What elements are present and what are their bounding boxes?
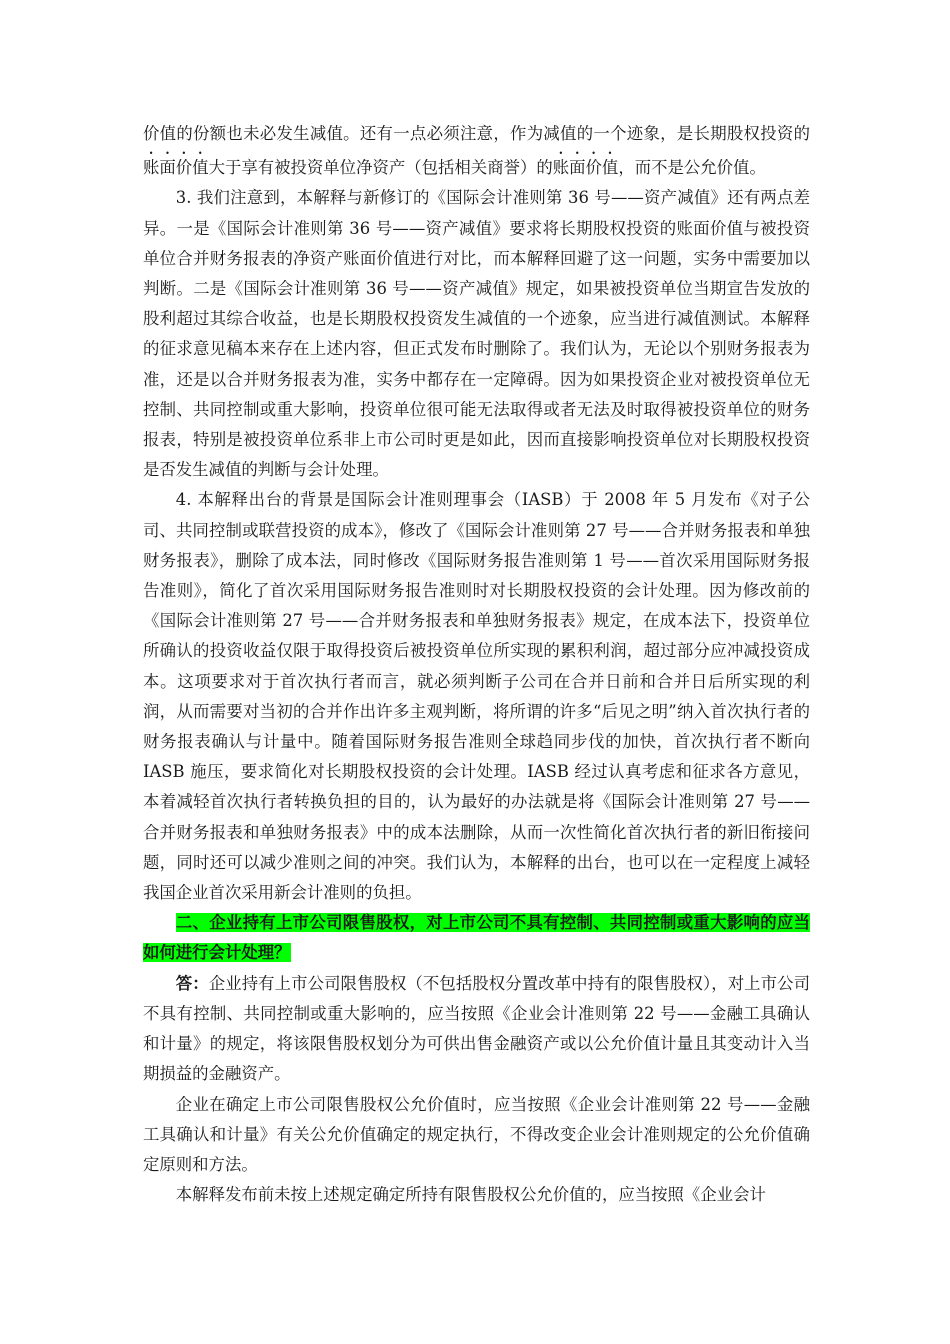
highlighted-heading-text: 二、企业持有上市公司限售股权，对上市公司不具有控制、共同控制或重大影响的应当如何进行会计处理？ bbox=[143, 913, 810, 963]
paragraph-point-3: 3. 我们注意到，本解释与新修订的《国际会计准则第 36 号——资产减值》还有两点差异。一是《国际会计准则第 36 号——资产减值》要求将长期股权投资的账面价值与被投资单位合并财务报表的净资产账面价值进行对比，而本解释回避了这一问题，实务中需要加以判断。二是《国际会计准则第 36 号——资产减值》规定，如果被投资单位当期宣告发放的股利超过其综合收益，也是长期股权投资发生减值的一个迹象，应当进行减值测试。本解释的征求意见稿本来存在上述内容，但正式发布时删除了。我们认为，无论以个别财务报表为准，还是以合并财务报表为准，实务中都存在一定障碍。因为如果投资企业对被投资单位无控制、共同控制或重大影响，投资单位很可能无法取得或者无法及时取得被投资单位的财务报表，特别是被投资单位系非上市公司时更是如此，因而直接影响投资单位对长期股权投资是否发生减值的判断与会计处理。 bbox=[143, 188, 810, 480]
paragraph-prior-treatment: 本解释发布前未按上述规定确定所持有限售股权公允价值的，应当按照《企业会计 bbox=[175, 1185, 766, 1205]
paragraph-fair-value: 企业在确定上市公司限售股权公允价值时，应当按照《企业会计准则第 22 号——金融工具确认和计量》有关公允价值确定的规定执行，不得改变企业会计准则规定的公允价值确定原则和方法。 bbox=[143, 1094, 810, 1174]
emphasized-text: 账面价值 bbox=[143, 158, 209, 178]
section-heading bbox=[143, 908, 810, 968]
text-run: 价值的份额也未必发生减值。还有一点必须注意，作为减值的一个迹象，是长期股权投资的 bbox=[143, 124, 810, 143]
text-run: ，而不是公允价值。 bbox=[618, 158, 766, 178]
text-run: 大于享有被投资单位净资产（包括相关商誉）的 bbox=[208, 158, 553, 178]
answer-text: 企业持有上市公司限售股权（不包括股权分置改革中持有的限售股权），对上市公司不具有控制、共同控制或重大影响的，应当按照《企业会计准则第 22 号——金融工具确认和计量》的规定，将该限售股权划分为可供出售金融资产或以公允价值计量且其变动计入当期损益的金融资产。 bbox=[143, 973, 810, 1084]
emphasized-text: 账面价值 bbox=[552, 158, 619, 178]
document-body bbox=[143, 119, 810, 1210]
paragraph-point-4: 4. 本解释出台的背景是国际会计准则理事会（IASB）于 2008 年 5 月发布《对子公司、共同控制或联营投资的成本》，修改了《国际会计准则第 27 号——合并财务报表和单独财务报表》，删除了成本法，同时修改《国际财务报告准则第 1 号——首次采用国际财务报告准则》，简化了首次采用国际财务报告准则时对长期股权投资的会计处理。因为修改前的《国际会计准则第 27 号——合并财务报表和单独财务报表》规定，在成本法下，投资单位所确认的投资收益仅限于取得投资后被投资单位所实现的累积利润，超过部分应冲减投资成本。这项要求对于首次执行者而言，就必须判断子公司在合并日前和合并日后所实现的利润，从而需要对当初的合并作出许多主观判断，将所谓的许多“后见之明”纳入首次执行者的财务报表确认与计量中。随着国际财务报告准则全球趋同步伐的加快，首次执行者不断向 IASB 施压，要求简化对长期股权投资的会计处理。IASB 经过认真考虑和征求各方意见，本着减轻首次执行者转换负担的目的，认为最好的办法就是将《国际会计准则第 27 号——合并财务报表和单独财务报表》中的成本法删除，从而一次性简化首次执行者的新旧衔接问题，同时还可以减少准则之间的冲突。我们认为，本解释的出台，也可以在一定程度上减轻我国企业首次采用新会计准则的负担。 bbox=[143, 490, 810, 903]
paragraph-continuation bbox=[143, 119, 810, 183]
answer-paragraph bbox=[143, 969, 810, 1090]
answer-label: 答： bbox=[175, 973, 209, 993]
